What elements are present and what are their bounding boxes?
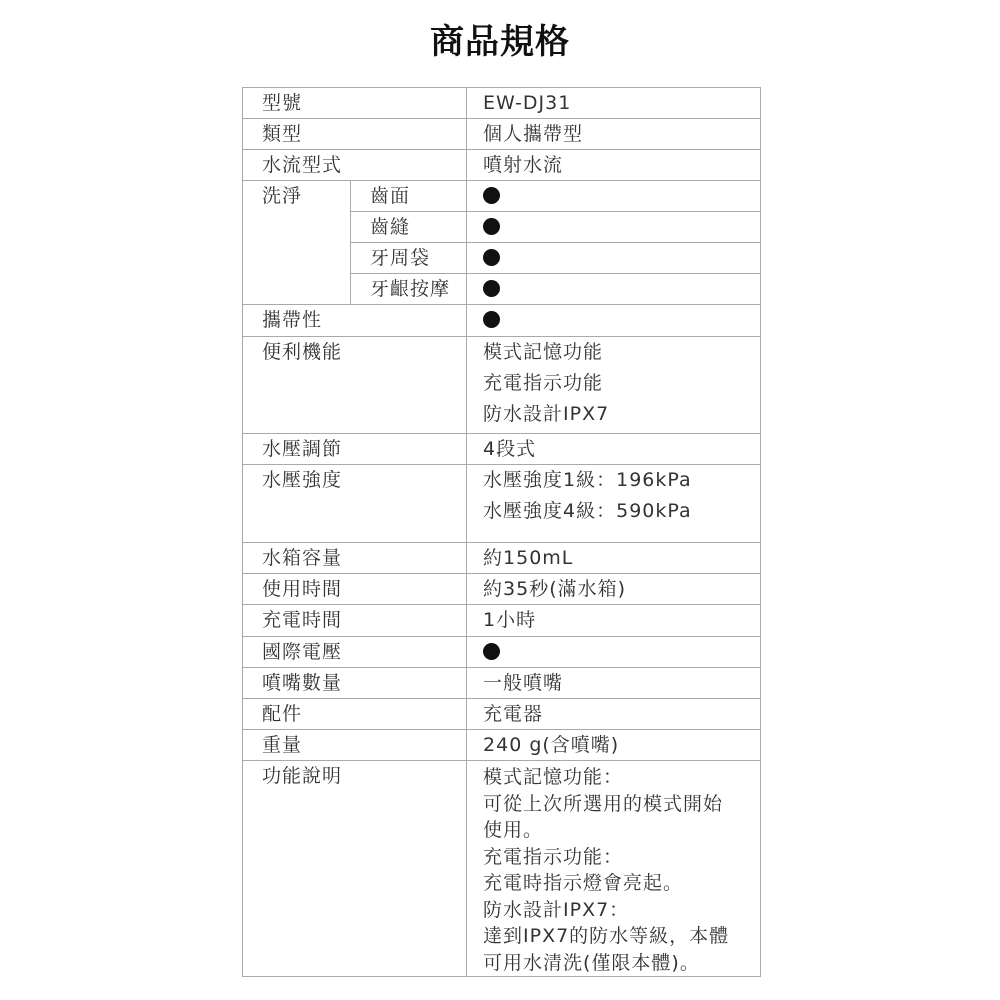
row-value: 模式記憶功能 充電指示功能 防水設計IPX7 bbox=[467, 337, 761, 434]
table-row bbox=[243, 574, 761, 605]
row-label: 便利機能 bbox=[243, 337, 467, 434]
row-label: 水壓強度 bbox=[243, 465, 467, 543]
filled-circle-icon bbox=[483, 218, 500, 235]
row-label: 充電時間 bbox=[243, 605, 467, 637]
row-label: 水箱容量 bbox=[243, 543, 467, 574]
page-title: 商品規格 bbox=[430, 22, 570, 62]
table-row bbox=[243, 434, 761, 465]
row-value: 水壓強度1級：196kPa 水壓強度4級：590kPa bbox=[467, 465, 761, 543]
row-label: 洗淨 bbox=[243, 181, 351, 305]
row-value bbox=[467, 181, 761, 212]
filled-circle-icon bbox=[483, 643, 500, 660]
table-row bbox=[243, 305, 761, 337]
row-value: 噴射水流 bbox=[467, 150, 761, 181]
row-label: 國際電壓 bbox=[243, 637, 467, 668]
row-label: 水壓調節 bbox=[243, 434, 467, 465]
row-label: 水流型式 bbox=[243, 150, 467, 181]
table-row bbox=[243, 668, 761, 699]
table-row bbox=[243, 637, 761, 668]
row-value bbox=[467, 637, 761, 668]
row-value bbox=[467, 305, 761, 337]
row-value: 240 g(含噴嘴) bbox=[467, 730, 761, 761]
table-row bbox=[243, 181, 761, 212]
filled-circle-icon bbox=[483, 249, 500, 266]
row-label: 重量 bbox=[243, 730, 467, 761]
row-value: 1小時 bbox=[467, 605, 761, 637]
row-value: 一般噴嘴 bbox=[467, 668, 761, 699]
table-row bbox=[243, 730, 761, 761]
table-row bbox=[243, 605, 761, 637]
row-label: 功能說明 bbox=[243, 761, 467, 977]
sub-label: 齒縫 bbox=[351, 212, 467, 243]
row-value: 充電器 bbox=[467, 699, 761, 730]
table-row bbox=[243, 337, 761, 434]
row-value: EW-DJ31 bbox=[467, 88, 761, 119]
table-row bbox=[243, 88, 761, 119]
row-label: 攜帶性 bbox=[243, 305, 467, 337]
spec-table bbox=[242, 87, 761, 977]
row-value bbox=[467, 243, 761, 274]
table-row bbox=[243, 761, 761, 977]
table-row bbox=[243, 543, 761, 574]
filled-circle-icon bbox=[483, 280, 500, 297]
filled-circle-icon bbox=[483, 311, 500, 328]
row-value: 個人攜帶型 bbox=[467, 119, 761, 150]
row-value: 4段式 bbox=[467, 434, 761, 465]
row-label: 類型 bbox=[243, 119, 467, 150]
table-row bbox=[243, 699, 761, 730]
row-value bbox=[467, 274, 761, 305]
row-label: 型號 bbox=[243, 88, 467, 119]
row-value bbox=[467, 212, 761, 243]
row-value: 模式記憶功能： 可從上次所選用的模式開始 使用。 充電指示功能： 充電時指示燈會亮起。 防水設計IPX7： 達到IPX7的防水等級，本體 可用水清洗(僅限本體)。 bbox=[467, 761, 761, 977]
row-label: 使用時間 bbox=[243, 574, 467, 605]
row-value: 約150mL bbox=[467, 543, 761, 574]
row-value: 約35秒(滿水箱) bbox=[467, 574, 761, 605]
row-label: 噴嘴數量 bbox=[243, 668, 467, 699]
filled-circle-icon bbox=[483, 187, 500, 204]
sub-label: 牙齦按摩 bbox=[351, 274, 467, 305]
table-row bbox=[243, 465, 761, 543]
table-row bbox=[243, 119, 761, 150]
sub-label: 齒面 bbox=[351, 181, 467, 212]
table-row bbox=[243, 150, 761, 181]
row-label: 配件 bbox=[243, 699, 467, 730]
sub-label: 牙周袋 bbox=[351, 243, 467, 274]
